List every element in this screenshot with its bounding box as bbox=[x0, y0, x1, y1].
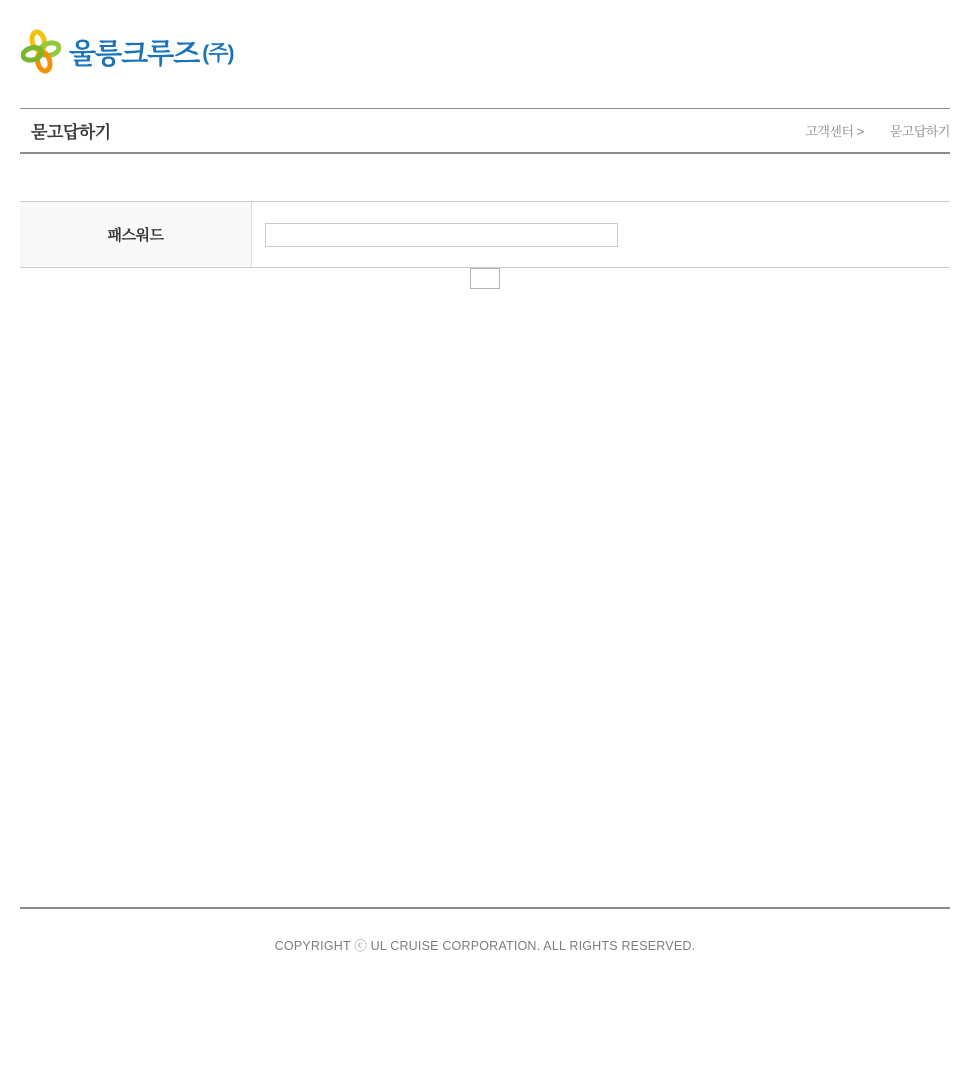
logo[interactable] bbox=[21, 28, 950, 75]
page-title: 묻고답하기 bbox=[31, 123, 111, 142]
flower-pinwheel-icon bbox=[21, 28, 61, 75]
breadcrumb-parent[interactable]: 고객센터 > bbox=[805, 124, 864, 139]
page-header bbox=[20, 108, 950, 154]
password-value-cell bbox=[252, 202, 950, 267]
copyright-text: COPYRIGHT ⓒ UL CRUISE CORPORATION. ALL RIGHTS RESERVED. bbox=[274, 939, 696, 953]
password-form-table bbox=[20, 201, 950, 268]
password-input[interactable] bbox=[265, 223, 618, 247]
submit-row bbox=[20, 268, 950, 289]
brand-name: 울릉크루즈 bbox=[69, 37, 200, 69]
submit-button[interactable] bbox=[470, 268, 500, 289]
footer bbox=[20, 907, 950, 954]
password-label: 패스워드 bbox=[20, 202, 252, 267]
breadcrumb bbox=[805, 121, 950, 140]
page-container bbox=[20, 28, 950, 954]
breadcrumb-current[interactable]: 묻고답하기 bbox=[889, 124, 950, 139]
brand-suffix: (주) bbox=[202, 41, 234, 65]
